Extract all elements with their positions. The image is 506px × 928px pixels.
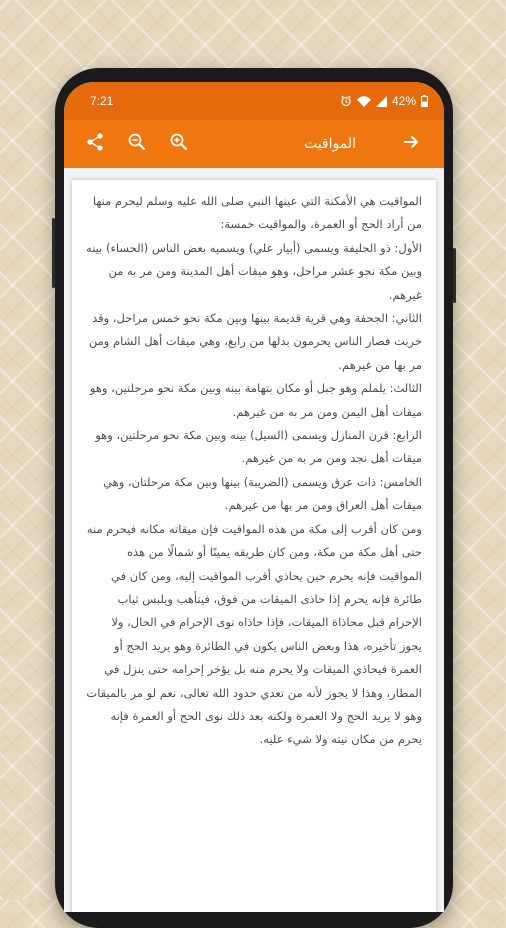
article-text: المواقيت هي الأمكنة التي عينها النبي صلى الله عليه وسلم ليحرم منها من أراد الحج أو العمرة، والمواقيت خمسة: الأول: ذو الحليفة ويسمى (أبيار علي) ويسميه بعض الناس (الحساء) بينه وبين مكة نحو عشر مراحل، وهو ميقات أهل المدينة ومن مر به من غيرهم. الثاني: الجحفة وهي قرية قديمة بينها وبين مكة نحو خمس مراحل، وقد خربت فصار الناس يحرمون بدلها من رابغ، وهي ميقات أهل الشام ومن مر بها من غيرهم. الثالث: يلملم وهو جبل أو مكان بتهامة بينه وبين مكة نحو مرحلتين، وهو ميقات أهل اليمن ومن مر به من غيرهم. الرابع: قرن المنازل ويسمى (السيل) بينه وبين مكة نحو مرحلتين، وهو ميقات أهل نجد ومن مر به من غيرهم. الخامس: ذات عرق ويسمى (الضريبة) بينها وبين مكة مرحلتان، وهي ميقات أهل العراق ومن مر بها من غيرهم. ومن كان أقرب إلى مكة من هذه المواقيت فإن ميقاته مكانه فيحرم منه حتى أهل مكة من مكة، ومن كان طريقه يمينًا أو شمالًا من هذه المواقيت فإنه يحرم حين يحاذي أقرب المواقيت إليه، ومن كان في طائرة فإنه يحرم إذا حاذى الميقات من فوق، فيتأهب ويلبس ثياب الإحرام قبل محاذاة الميقات، فإذا حاذاه نوى الإحرام في الحال، ولا يجوز تأخيره، هذا وبعض الناس يكون في الطائرة وهو يريد الحج أو العمرة فيحاذي الميقات ولا يحرم منه بل يؤخر إحرامه حتى ينزل في المطار، وهذا لا يجوز لأنه من تعدي حدود الله تعالى، نعم لو مر بالميقات وهو لا يريد الحج ولا العمرة ولكنه بعد ذلك نوى الحج أو العمرة فإنه يحرم من مكان نيته ولا شيء عليه. [86, 194, 422, 747]
volume-button [52, 218, 55, 288]
toolbar-actions [74, 124, 200, 164]
phone-screen [64, 82, 444, 912]
status-time: 7:21 [90, 94, 114, 108]
content-area [64, 168, 444, 912]
share-button[interactable] [74, 124, 116, 164]
status-bar [64, 82, 444, 120]
zoom-in-button[interactable] [158, 124, 200, 164]
zoom-out-button[interactable] [116, 124, 158, 164]
article-card[interactable] [72, 180, 436, 912]
page-title: المواقيت [303, 136, 356, 152]
forward-button[interactable] [390, 124, 432, 164]
forward-arrow-icon [402, 133, 420, 155]
zoom-in-icon [169, 132, 189, 156]
status-icons [340, 94, 428, 108]
app-toolbar [64, 120, 444, 168]
power-button [453, 248, 456, 303]
zoom-out-icon [127, 132, 147, 156]
alarm-icon [340, 95, 352, 107]
battery-level: 42% [391, 94, 416, 108]
toolbar-title-group [304, 124, 432, 164]
share-icon [85, 132, 105, 156]
wifi-icon [357, 96, 371, 107]
signal-icon [376, 96, 387, 107]
battery-icon [421, 95, 428, 107]
